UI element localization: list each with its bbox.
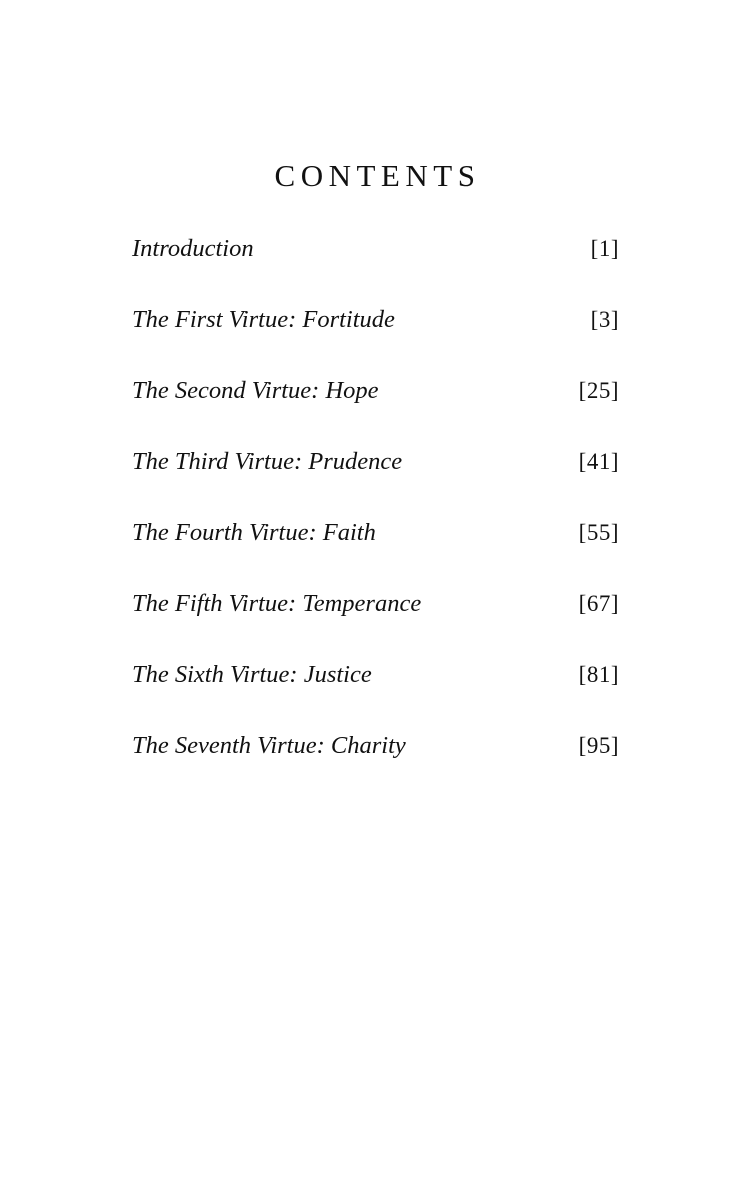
toc-entry-page: [95] — [578, 733, 619, 758]
toc-entry-faith[interactable] — [132, 514, 619, 585]
toc-entry-justice[interactable] — [132, 656, 619, 727]
toc-entry-page: [41] — [578, 449, 619, 474]
toc-entry-title: The Fifth Virtue: Temperance — [132, 590, 422, 617]
toc-entry-hope[interactable] — [132, 372, 619, 443]
toc-entry-title: The Fourth Virtue: Faith — [132, 519, 376, 546]
toc-entry-page: [55] — [578, 520, 619, 545]
toc-entry-title: The First Virtue: Fortitude — [132, 306, 395, 333]
toc-entry-fortitude[interactable] — [132, 301, 619, 372]
toc-entry-title: The Sixth Virtue: Justice — [132, 661, 372, 688]
toc-entry-title: The Third Virtue: Prudence — [132, 448, 403, 475]
toc-entry-charity[interactable] — [132, 727, 619, 798]
toc-entry-title: The Seventh Virtue: Charity — [132, 732, 406, 759]
toc-entry-temperance[interactable] — [132, 585, 619, 656]
toc-entry-page: [67] — [578, 591, 619, 616]
toc-entry-introduction[interactable] — [132, 230, 619, 301]
contents-heading: CONTENTS — [274, 158, 481, 193]
toc-entry-title: The Second Virtue: Hope — [132, 377, 379, 404]
toc-entry-title: Introduction — [132, 235, 254, 262]
toc-entry-page: [1] — [590, 236, 619, 261]
toc-entry-page: [3] — [590, 307, 619, 332]
toc-entry-page: [25] — [578, 378, 619, 403]
toc-entry-page: [81] — [578, 662, 619, 687]
toc-entry-prudence[interactable] — [132, 443, 619, 514]
table-of-contents — [132, 230, 619, 798]
